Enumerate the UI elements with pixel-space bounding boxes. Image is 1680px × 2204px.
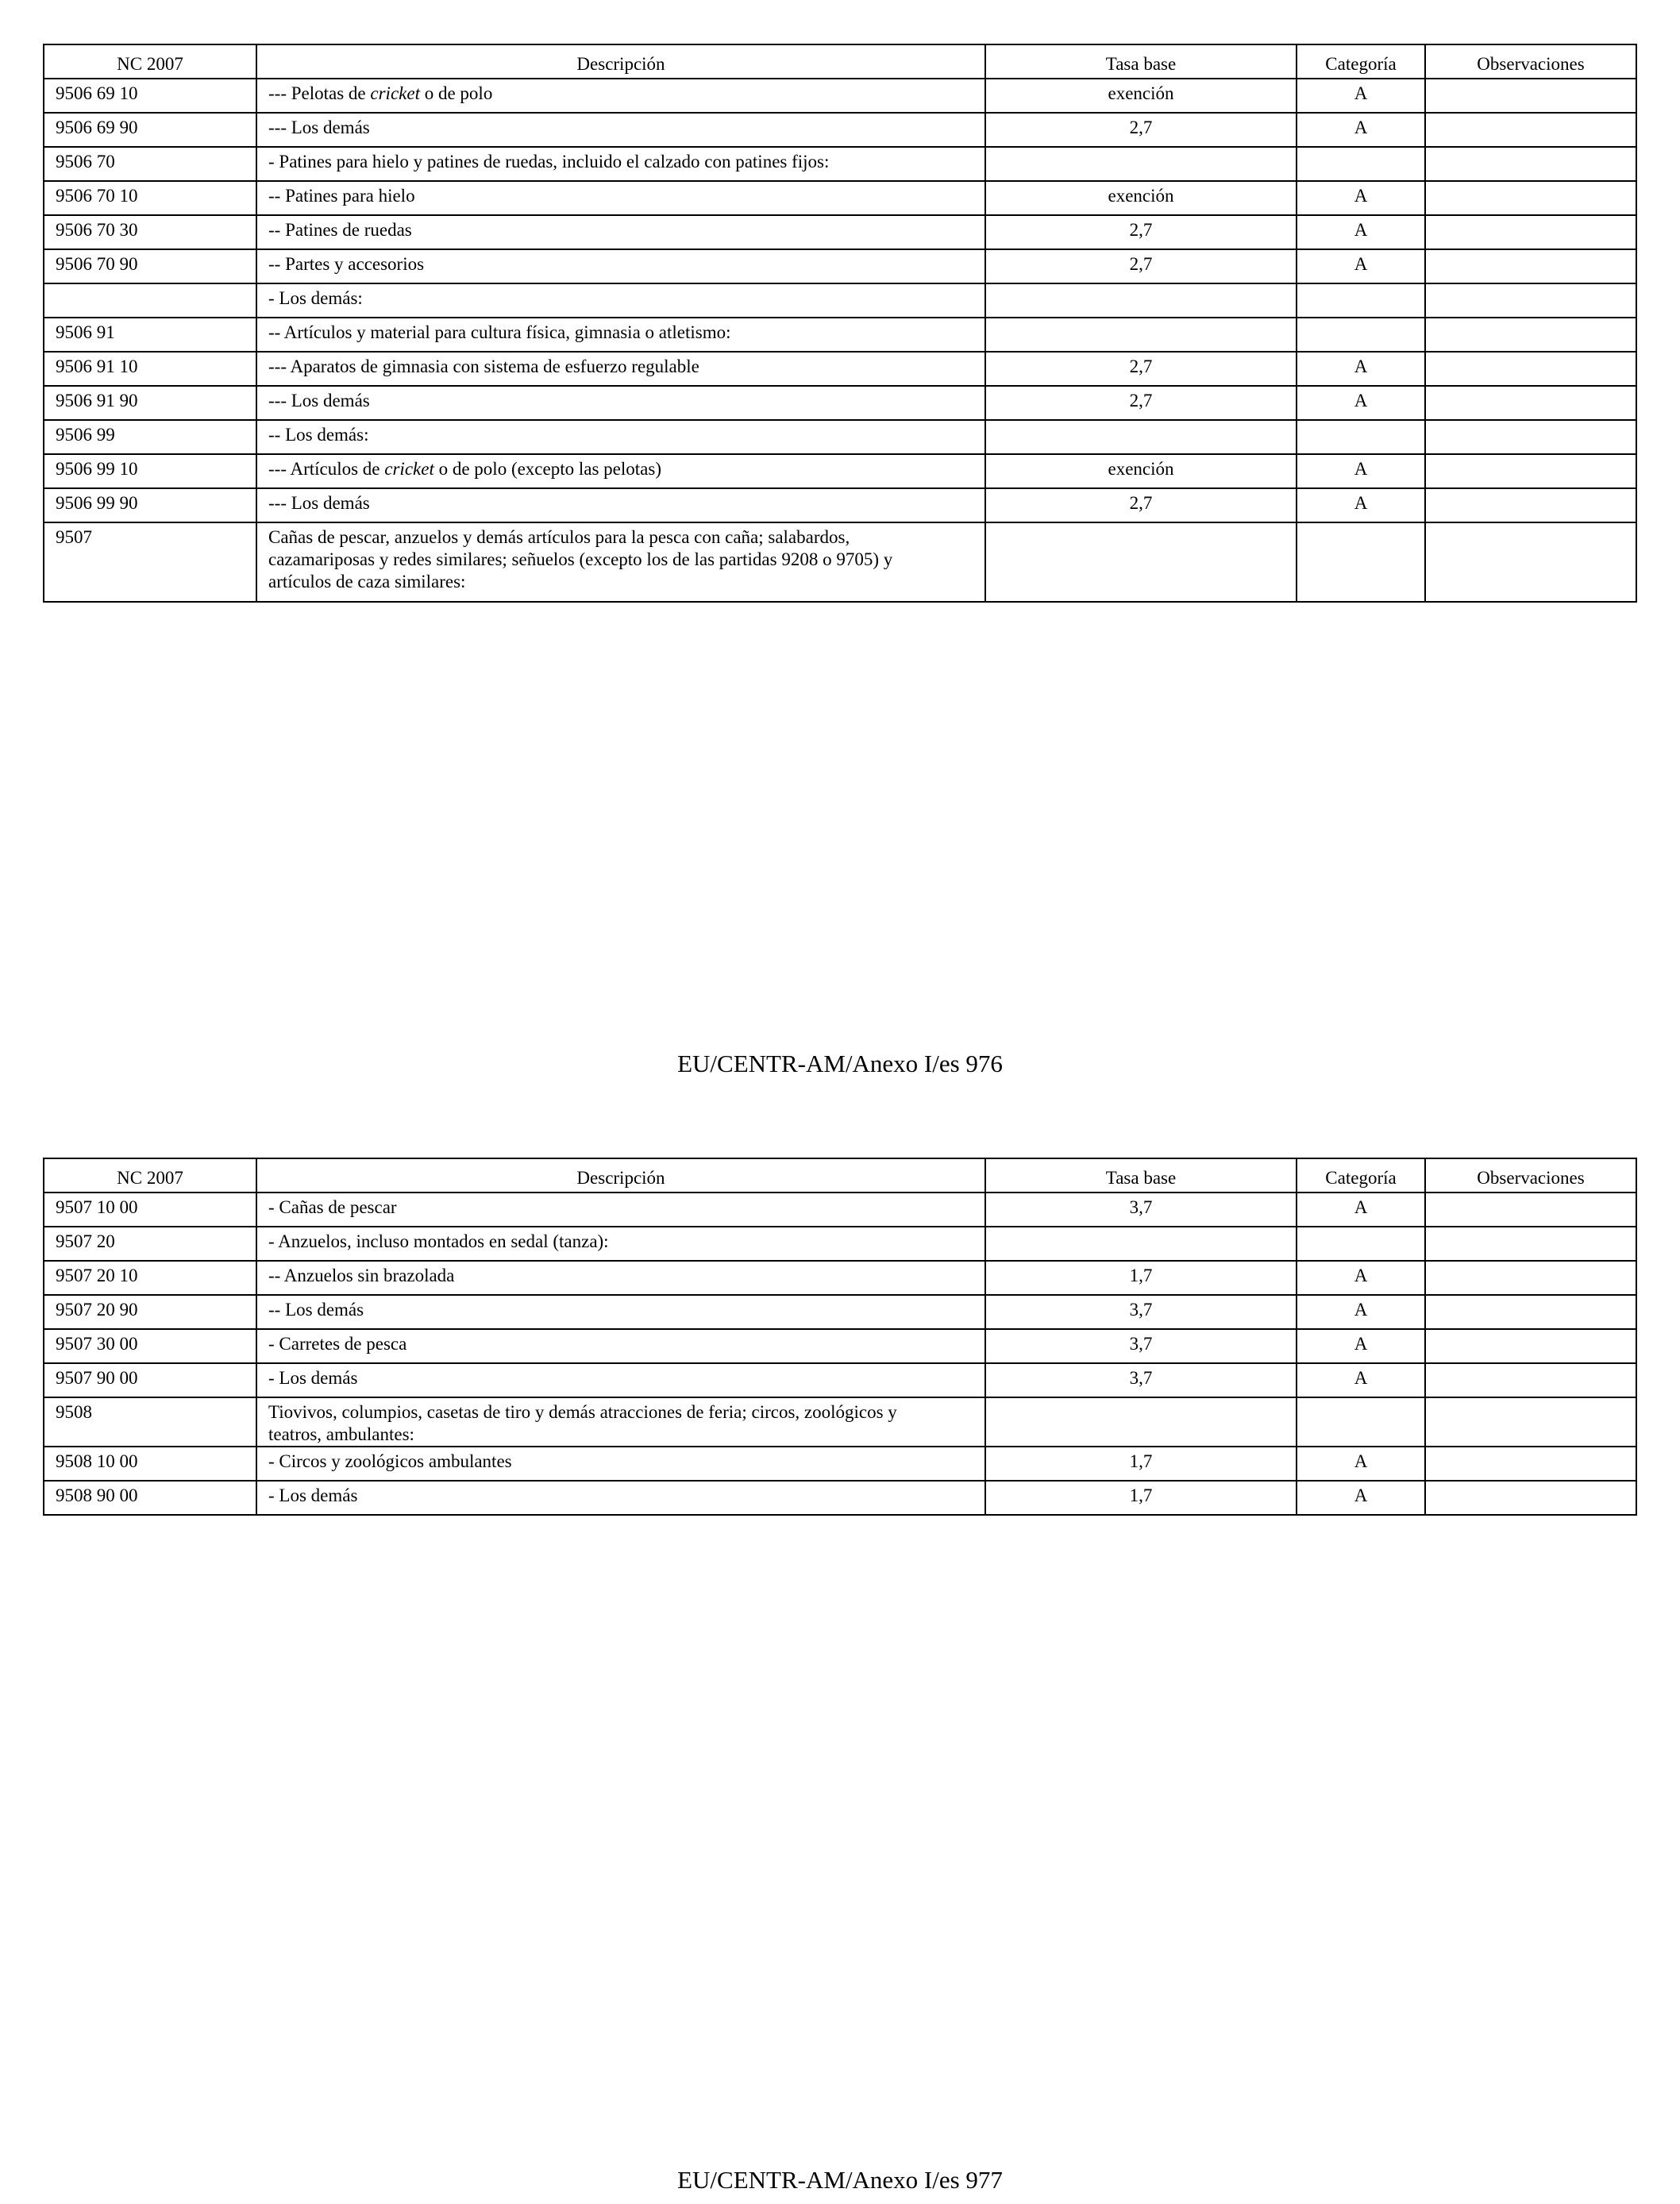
description-cell (256, 522, 985, 602)
tariff-table-page-977 (43, 1158, 1637, 1516)
description-text: --- Los demás (268, 493, 370, 513)
tasa-base-cell: 1,7 (985, 1481, 1297, 1515)
observaciones-cell (1425, 1193, 1636, 1227)
tasa-base-cell: 3,7 (985, 1329, 1297, 1363)
nc-code-cell: 9507 20 90 (44, 1295, 256, 1329)
nc-code-cell: 9507 90 00 (44, 1363, 256, 1397)
observaciones-cell (1425, 454, 1636, 488)
nc-code-cell: 9506 99 90 (44, 488, 256, 522)
tasa-base-cell (985, 147, 1297, 181)
description-text: -- Anzuelos sin brazolada (268, 1266, 455, 1285)
description-text: - Cañas de pescar (268, 1197, 397, 1217)
nc-code-cell: 9508 10 00 (44, 1447, 256, 1481)
header-nc: NC 2007 (44, 1158, 256, 1193)
categoria-cell: A (1297, 215, 1425, 249)
categoria-cell (1297, 1397, 1425, 1447)
table-row (44, 249, 1636, 283)
table-row (44, 1329, 1636, 1363)
observaciones-cell (1425, 283, 1636, 318)
description-cell (256, 1363, 985, 1397)
observaciones-cell (1425, 249, 1636, 283)
header-description: Descripción (256, 44, 985, 79)
observaciones-cell (1425, 420, 1636, 454)
description-cell (256, 249, 985, 283)
nc-code-cell: 9506 91 (44, 318, 256, 352)
table-row (44, 420, 1636, 454)
tasa-base-cell: 3,7 (985, 1295, 1297, 1329)
table-row (44, 318, 1636, 352)
description-text: -- Patines de ruedas (268, 220, 412, 240)
tasa-base-cell: 2,7 (985, 352, 1297, 386)
description-text: -- Los demás: (268, 425, 369, 445)
categoria-cell (1297, 420, 1425, 454)
nc-code-cell: 9506 69 10 (44, 79, 256, 113)
table-row (44, 79, 1636, 113)
header-tasa-base: Tasa base (985, 1158, 1297, 1193)
tasa-base-cell: 2,7 (985, 249, 1297, 283)
page-footer-977: EU/CENTR-AM/Anexo I/es 977 (677, 2166, 1003, 2194)
description-cell (256, 1397, 985, 1447)
tasa-base-cell: 1,7 (985, 1261, 1297, 1295)
tariff-table-page-976 (43, 44, 1637, 603)
description-italic-text: cricket (370, 83, 420, 103)
description-text: -- Patines para hielo (268, 186, 415, 206)
table-row (44, 1363, 1636, 1397)
table-row (44, 147, 1636, 181)
observaciones-cell (1425, 386, 1636, 420)
tasa-base-cell (985, 522, 1297, 602)
tasa-base-cell (985, 420, 1297, 454)
description-text: - Los demás: (268, 288, 363, 308)
tasa-base-cell (985, 1227, 1297, 1261)
table-row (44, 1193, 1636, 1227)
description-text: --- Los demás (268, 391, 370, 410)
description-italic-text: cricket (384, 459, 434, 479)
description-text: Cañas de pescar, anzuelos y demás artículos para la pesca con caña; salabardos, cazamariposas y redes similares; señuelos (excepto los de las partidas 9208 o 9705) y artículos de caza similares: (268, 527, 893, 591)
categoria-cell (1297, 283, 1425, 318)
observaciones-cell (1425, 79, 1636, 113)
nc-code-cell: 9506 70 90 (44, 249, 256, 283)
description-cell (256, 1295, 985, 1329)
observaciones-cell (1425, 488, 1636, 522)
header-observaciones: Observaciones (1425, 44, 1636, 79)
tasa-base-cell: exención (985, 454, 1297, 488)
tasa-base-cell: 2,7 (985, 113, 1297, 147)
observaciones-cell (1425, 522, 1636, 602)
description-cell (256, 283, 985, 318)
table-row (44, 352, 1636, 386)
categoria-cell: A (1297, 1329, 1425, 1363)
description-cell (256, 113, 985, 147)
categoria-cell: A (1297, 1261, 1425, 1295)
table-row (44, 522, 1636, 602)
tasa-base-cell: 2,7 (985, 215, 1297, 249)
table-row (44, 215, 1636, 249)
tasa-base-cell: 2,7 (985, 488, 1297, 522)
categoria-cell: A (1297, 79, 1425, 113)
categoria-cell: A (1297, 113, 1425, 147)
categoria-cell: A (1297, 1193, 1425, 1227)
observaciones-cell (1425, 1397, 1636, 1447)
description-cell (256, 386, 985, 420)
description-cell (256, 147, 985, 181)
description-text: -- Los demás (268, 1300, 364, 1320)
observaciones-cell (1425, 1481, 1636, 1515)
nc-code-cell: 9507 (44, 522, 256, 602)
description-cell (256, 488, 985, 522)
categoria-cell: A (1297, 386, 1425, 420)
description-cell (256, 79, 985, 113)
table-row (44, 1481, 1636, 1515)
description-text: - Carretes de pesca (268, 1334, 407, 1354)
table-row (44, 1261, 1636, 1295)
table-row (44, 488, 1636, 522)
categoria-cell: A (1297, 454, 1425, 488)
categoria-cell: A (1297, 249, 1425, 283)
categoria-cell: A (1297, 1447, 1425, 1481)
observaciones-cell (1425, 352, 1636, 386)
table-row (44, 1295, 1636, 1329)
tasa-base-cell: exención (985, 181, 1297, 215)
description-text-tail: o de polo (excepto las pelotas) (433, 459, 661, 479)
header-nc: NC 2007 (44, 44, 256, 79)
description-text: - Los demás (268, 1485, 358, 1505)
nc-code-cell: 9506 91 90 (44, 386, 256, 420)
nc-code-cell: 9506 99 (44, 420, 256, 454)
table-header-row (44, 44, 1636, 79)
description-cell (256, 1227, 985, 1261)
nc-code-cell: 9507 10 00 (44, 1193, 256, 1227)
header-categoria: Categoría (1297, 44, 1425, 79)
categoria-cell: A (1297, 488, 1425, 522)
tasa-base-cell: 3,7 (985, 1363, 1297, 1397)
observaciones-cell (1425, 318, 1636, 352)
table-header-row (44, 1158, 1636, 1193)
description-text: --- Los demás (268, 118, 370, 137)
nc-code-cell: 9506 70 30 (44, 215, 256, 249)
table-row (44, 386, 1636, 420)
nc-code-cell: 9508 (44, 1397, 256, 1447)
tasa-base-cell: 2,7 (985, 386, 1297, 420)
tasa-base-cell (985, 318, 1297, 352)
nc-code-cell: 9506 91 10 (44, 352, 256, 386)
description-text: --- Aparatos de gimnasia con sistema de esfuerzo regulable (268, 356, 699, 376)
page-footer-976: EU/CENTR-AM/Anexo I/es 976 (677, 1050, 1003, 1077)
observaciones-cell (1425, 147, 1636, 181)
description-cell (256, 352, 985, 386)
categoria-cell (1297, 522, 1425, 602)
header-observaciones: Observaciones (1425, 1158, 1636, 1193)
description-text-tail: o de polo (419, 83, 493, 103)
categoria-cell: A (1297, 1481, 1425, 1515)
description-cell (256, 454, 985, 488)
table-row (44, 1447, 1636, 1481)
categoria-cell: A (1297, 1363, 1425, 1397)
observaciones-cell (1425, 181, 1636, 215)
table-row (44, 1397, 1636, 1447)
table-row (44, 113, 1636, 147)
description-text: -- Artículos y material para cultura física, gimnasia o atletismo: (268, 322, 731, 342)
observaciones-cell (1425, 1295, 1636, 1329)
table-row (44, 1227, 1636, 1261)
observaciones-cell (1425, 1261, 1636, 1295)
header-categoria: Categoría (1297, 1158, 1425, 1193)
categoria-cell: A (1297, 1295, 1425, 1329)
nc-code-cell: 9507 20 10 (44, 1261, 256, 1295)
nc-code-cell: 9508 90 00 (44, 1481, 256, 1515)
categoria-cell: A (1297, 352, 1425, 386)
description-text: - Circos y zoológicos ambulantes (268, 1451, 512, 1471)
description-text: --- Pelotas de (268, 83, 371, 103)
description-cell (256, 1447, 985, 1481)
observaciones-cell (1425, 215, 1636, 249)
description-text: - Los demás (268, 1368, 358, 1388)
description-cell (256, 1481, 985, 1515)
description-cell (256, 1329, 985, 1363)
observaciones-cell (1425, 1329, 1636, 1363)
nc-code-cell: 9506 70 (44, 147, 256, 181)
observaciones-cell (1425, 1447, 1636, 1481)
nc-code-cell: 9507 20 (44, 1227, 256, 1261)
description-cell (256, 1193, 985, 1227)
description-cell (256, 181, 985, 215)
description-text: Tiovivos, columpios, casetas de tiro y demás atracciones de feria; circos, zoológicos y teatros, ambulantes: (268, 1402, 897, 1444)
table-row (44, 181, 1636, 215)
observaciones-cell (1425, 1227, 1636, 1261)
categoria-cell: A (1297, 181, 1425, 215)
nc-code-cell: 9506 70 10 (44, 181, 256, 215)
description-cell (256, 1261, 985, 1295)
categoria-cell (1297, 147, 1425, 181)
nc-code-cell (44, 283, 256, 318)
tasa-base-cell (985, 1397, 1297, 1447)
description-cell (256, 420, 985, 454)
categoria-cell (1297, 318, 1425, 352)
nc-code-cell: 9506 99 10 (44, 454, 256, 488)
observaciones-cell (1425, 1363, 1636, 1397)
description-text: - Anzuelos, incluso montados en sedal (tanza): (268, 1231, 609, 1251)
description-text: --- Artículos de (268, 459, 385, 479)
tasa-base-cell: 1,7 (985, 1447, 1297, 1481)
description-cell (256, 318, 985, 352)
header-tasa-base: Tasa base (985, 44, 1297, 79)
categoria-cell (1297, 1227, 1425, 1261)
description-text: -- Partes y accesorios (268, 254, 425, 274)
tasa-base-cell: exención (985, 79, 1297, 113)
observaciones-cell (1425, 113, 1636, 147)
nc-code-cell: 9506 69 90 (44, 113, 256, 147)
nc-code-cell: 9507 30 00 (44, 1329, 256, 1363)
description-cell (256, 215, 985, 249)
table-row (44, 283, 1636, 318)
header-description: Descripción (256, 1158, 985, 1193)
tasa-base-cell: 3,7 (985, 1193, 1297, 1227)
description-text: - Patines para hielo y patines de ruedas, incluido el calzado con patines fijos: (268, 152, 830, 171)
tasa-base-cell (985, 283, 1297, 318)
table-row (44, 454, 1636, 488)
